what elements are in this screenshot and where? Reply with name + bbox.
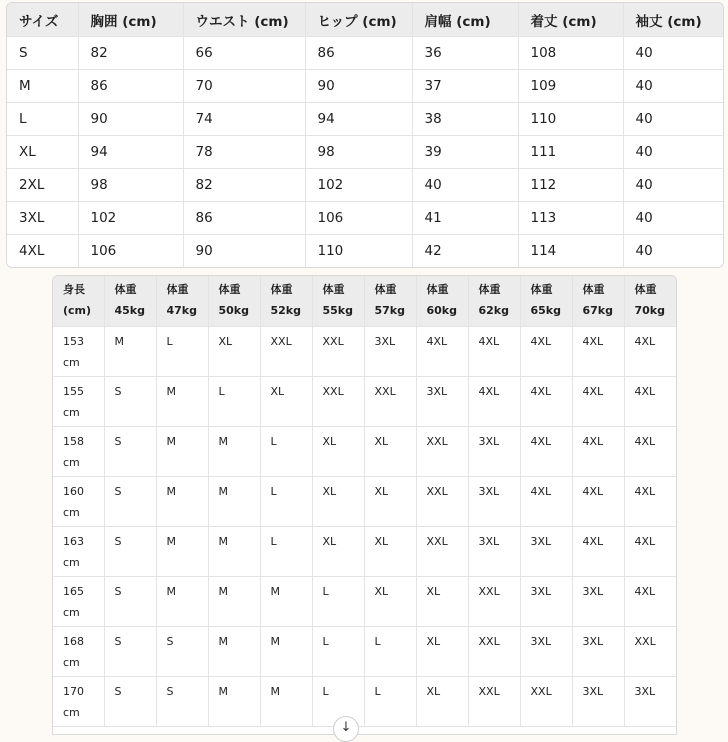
fit-table-size-cell: S (156, 626, 208, 676)
size-table-cell: 110 (305, 235, 412, 268)
fit-table-header-line: 体重 (582, 283, 605, 296)
fit-table-size-cell: L (260, 526, 312, 576)
fit-table-size-cell: XL (208, 326, 260, 376)
fit-table-height-line: 168 (63, 634, 84, 648)
fit-table-header-line: 体重 (530, 283, 553, 296)
fit-table-size-cell: S (104, 526, 156, 576)
size-table-cell: 40 (623, 169, 724, 202)
fit-table-size-cell: 4XL (624, 576, 676, 626)
fit-table-header-line: 45kg (114, 304, 145, 317)
fit-table-header-row (53, 276, 676, 326)
fit-table-height-cell (53, 576, 104, 626)
fit-table-size-cell: XL (260, 376, 312, 426)
fit-table-size-cell: 3XL (572, 676, 624, 726)
size-table-cell: 94 (78, 136, 183, 169)
fit-table-header-line: 60kg (426, 304, 457, 317)
fit-table-size-cell: M (156, 376, 208, 426)
fit-table-size-cell: M (208, 626, 260, 676)
fit-table-header-line: 体重 (114, 283, 137, 296)
size-table-cell: 40 (635, 243, 653, 259)
fit-table-size-cell: 4XL (624, 526, 676, 576)
size-table-header-row (7, 3, 724, 37)
fit-table-size-cell: XL (312, 426, 364, 476)
fit-table-header-cell (53, 276, 104, 326)
fit-table-size-cell: L (312, 626, 364, 676)
fit-table-height-cell (53, 476, 104, 526)
fit-table-header-line: 体重 (270, 283, 293, 296)
fit-table-size-cell: XXL (416, 476, 468, 526)
fit-table-height-line: cm (63, 655, 80, 669)
fit-table-size-cell: XXL (364, 376, 416, 426)
fit-table-header-line: 体重 (478, 283, 501, 296)
fit-table-size-cell: M (208, 576, 260, 626)
size-table-cell: 38 (412, 103, 518, 136)
fit-table-size-cell: 4XL (468, 376, 520, 426)
fit-table-size-cell: 4XL (624, 426, 676, 476)
fit-table-header-line: 47kg (166, 304, 197, 317)
fit-table-height-line: cm (63, 555, 80, 569)
size-table-header-cell: 肩幅 (cm) (412, 3, 518, 37)
size-table-cell: 114 (518, 235, 623, 268)
fit-table-size-cell: XL (364, 576, 416, 626)
fit-table-size-cell: M (260, 576, 312, 626)
fit-table-height-line: 155 (63, 384, 84, 398)
size-table-cell: 40 (623, 202, 724, 235)
fit-table-size-cell: 4XL (520, 426, 572, 476)
fit-table-size-cell: M (260, 626, 312, 676)
size-table-row (7, 103, 724, 136)
fit-table-height-line: 163 (63, 534, 84, 548)
fit-table-size-cell: 4XL (468, 326, 520, 376)
fit-table-header-cell (312, 276, 364, 326)
size-table-cell: 40 (623, 103, 724, 136)
fit-table-size-cell: 3XL (468, 426, 520, 476)
fit-table-height-cell (53, 426, 104, 476)
fit-table-size-cell: L (312, 576, 364, 626)
fit-table-size-cell: XXL (468, 576, 520, 626)
fit-table-header-line: 55kg (322, 304, 353, 317)
size-table-cell: 40 (412, 169, 518, 202)
size-table-cell: S (7, 37, 78, 70)
fit-table-header-line: 70kg (634, 304, 665, 317)
fit-table-size-cell: M (260, 676, 312, 726)
fit-table-size-cell: S (104, 376, 156, 426)
fit-table-size-cell: 4XL (416, 326, 468, 376)
size-table-cell: 2XL (7, 169, 78, 202)
fit-table-size-cell: L (208, 376, 260, 426)
fit-table-size-cell: 4XL (520, 476, 572, 526)
size-table-cell: 40 (623, 136, 724, 169)
fit-table-size-cell: XXL (468, 626, 520, 676)
fit-table-header-cell (520, 276, 572, 326)
size-table-cell: 42 (412, 235, 518, 268)
size-table-cell: L (7, 103, 78, 136)
size-table-cell: 112 (518, 169, 623, 202)
size-measurement-table (6, 2, 724, 268)
fit-table-header-cell (156, 276, 208, 326)
size-table-cell: 90 (183, 235, 305, 268)
height-weight-size-table (52, 275, 677, 735)
fit-table-header-line: (cm) (63, 304, 92, 317)
size-table-cell: 113 (518, 202, 623, 235)
fit-table-size-cell: M (208, 676, 260, 726)
fit-table-row (53, 476, 676, 526)
fit-table-size-cell: S (104, 576, 156, 626)
size-table-cell: 70 (183, 70, 305, 103)
fit-table-header-line: 52kg (270, 304, 301, 317)
fit-table-size-cell: XL (312, 526, 364, 576)
size-table-header-cell: 着丈 (cm) (518, 3, 623, 37)
fit-table-header-line: 体重 (166, 283, 189, 296)
fit-table-height-cell (53, 526, 104, 576)
fit-table-size-cell: 4XL (520, 376, 572, 426)
fit-table-height-cell (53, 326, 104, 376)
size-table-header-cell: 袖丈 (cm) (623, 3, 724, 37)
size-table-row (7, 202, 724, 235)
fit-table-size-cell: S (104, 426, 156, 476)
size-table-cell: 3XL (7, 202, 78, 235)
size-table-header-cell: サイズ (7, 3, 78, 37)
fit-table-size-cell: 3XL (520, 526, 572, 576)
fit-table-size-cell: S (104, 676, 156, 726)
size-table-cell: 98 (78, 169, 183, 202)
size-table-cell: XL (7, 136, 78, 169)
fit-table-header-cell (364, 276, 416, 326)
fit-table-height-line: cm (63, 605, 80, 619)
size-table-cell: 106 (78, 235, 183, 268)
fit-table-row (53, 376, 676, 426)
fit-table-height-line: cm (63, 355, 80, 369)
size-table-cell: 86 (183, 202, 305, 235)
size-table-cell: 90 (305, 70, 412, 103)
fit-table-size-cell: 3XL (520, 626, 572, 676)
fit-table-size-cell: XL (364, 476, 416, 526)
fit-table-header-line: 62kg (478, 304, 509, 317)
fit-table-size-cell: 4XL (624, 376, 676, 426)
fit-table-size-cell: M (208, 426, 260, 476)
size-table-header-cell: ヒップ (cm) (305, 3, 412, 37)
fit-table-height-line: cm (63, 505, 80, 519)
fit-table-header-cell (416, 276, 468, 326)
fit-table-size-cell: 3XL (416, 376, 468, 426)
fit-table-size-cell: M (104, 326, 156, 376)
size-table-cell: 82 (183, 169, 305, 202)
fit-table-size-cell: M (208, 476, 260, 526)
fit-table-header-cell (624, 276, 676, 326)
size-table-row (7, 235, 724, 268)
fit-table-height-line: 165 (63, 584, 84, 598)
fit-table-size-cell: XXL (312, 326, 364, 376)
fit-table-size-cell: 3XL (572, 576, 624, 626)
fit-table-header-cell (260, 276, 312, 326)
size-table-cell: 36 (412, 37, 518, 70)
fit-table-size-cell: XL (364, 526, 416, 576)
fit-table-size-cell: XXL (312, 376, 364, 426)
fit-table-size-cell: XXL (468, 676, 520, 726)
size-table-cell: 86 (305, 37, 412, 70)
size-table-cell: 98 (305, 136, 412, 169)
fit-table-header-line: 体重 (218, 283, 241, 296)
fit-table-row (53, 626, 676, 676)
size-table-cell: 109 (518, 70, 623, 103)
fit-table-size-cell: 4XL (572, 326, 624, 376)
fit-table-row (53, 576, 676, 626)
size-table-cell: 108 (518, 37, 623, 70)
fit-table-size-cell: 4XL (572, 426, 624, 476)
size-table-header-cell: ウエスト (cm) (183, 3, 305, 37)
size-table-row (7, 169, 724, 202)
fit-table-height-line: 158 (63, 434, 84, 448)
fit-table-row (53, 326, 676, 376)
fit-table-height-line: cm (63, 405, 80, 419)
fit-table-size-cell: 3XL (468, 476, 520, 526)
fit-table-height-line: 170 (63, 684, 84, 698)
fit-table-size-cell: L (260, 426, 312, 476)
fit-table-size-cell: 4XL (572, 526, 624, 576)
size-table-row (7, 136, 724, 169)
fit-table-header-line: 体重 (634, 283, 657, 296)
fit-table-size-cell: 3XL (572, 626, 624, 676)
fit-table-header-cell (104, 276, 156, 326)
fit-table-size-cell: XXL (260, 326, 312, 376)
size-table-cell: 86 (78, 70, 183, 103)
fit-table-size-cell: L (364, 676, 416, 726)
fit-table-size-cell: L (312, 676, 364, 726)
fit-table-size-cell: 4XL (572, 376, 624, 426)
fit-table-header-cell (208, 276, 260, 326)
size-table-cell: M (7, 70, 78, 103)
size-table-row (7, 37, 724, 70)
fit-table-size-cell: XL (312, 476, 364, 526)
size-table-cell: 40 (623, 37, 724, 70)
size-table-cell: 37 (412, 70, 518, 103)
fit-table-header-line: 身長 (63, 283, 85, 296)
fit-table-header-cell (572, 276, 624, 326)
fit-table-height-line: cm (63, 455, 80, 469)
fit-table-row (53, 676, 676, 726)
size-table-cell: 90 (78, 103, 183, 136)
arrow-down-icon: ↓ (340, 720, 352, 735)
size-table-cell: 4XL (7, 235, 78, 268)
fit-table-header-line: 50kg (218, 304, 249, 317)
size-table-cell: 39 (412, 136, 518, 169)
fit-table-size-cell: L (260, 476, 312, 526)
fit-table-height-cell (53, 376, 104, 426)
size-table-cell: 40 (623, 70, 724, 103)
fit-table-size-cell: 4XL (624, 326, 676, 376)
fit-table-row (53, 526, 676, 576)
size-table-cell: 111 (518, 136, 623, 169)
size-table-cell: 102 (305, 169, 412, 202)
fit-table-size-cell: XXL (416, 426, 468, 476)
fit-table-height-cell (53, 676, 104, 726)
size-table-cell: 82 (78, 37, 183, 70)
fit-table-header-line: 65kg (530, 304, 561, 317)
fit-table-size-cell: 3XL (468, 526, 520, 576)
size-table-cell: 110 (518, 103, 623, 136)
fit-table-size-cell: XL (416, 626, 468, 676)
fit-table-size-cell: M (156, 426, 208, 476)
fit-table-size-cell: XL (364, 426, 416, 476)
size-table-cell: 74 (183, 103, 305, 136)
fit-table-size-cell: S (156, 676, 208, 726)
fit-table-size-cell: M (156, 476, 208, 526)
fit-table-size-cell: L (364, 626, 416, 676)
fit-table-size-cell: XXL (624, 626, 676, 676)
fit-table-header-line: 体重 (322, 283, 345, 296)
fit-table-size-cell: L (156, 326, 208, 376)
fit-table-height-line: 160 (63, 484, 84, 498)
fit-table-row (53, 426, 676, 476)
fit-table-header-line: 体重 (374, 283, 397, 296)
fit-table-size-cell: 4XL (572, 476, 624, 526)
size-table-cell: 106 (305, 202, 412, 235)
fit-table-size-cell: 3XL (624, 676, 676, 726)
fit-table-size-cell: 3XL (520, 576, 572, 626)
fit-table-size-cell: XXL (520, 676, 572, 726)
fit-table-size-cell: M (156, 576, 208, 626)
fit-table-height-cell (53, 626, 104, 676)
size-table-row (7, 70, 724, 103)
fit-table-header-line: 57kg (374, 304, 405, 317)
scroll-down-button[interactable] (333, 716, 359, 742)
size-table-cell: 94 (305, 103, 412, 136)
fit-table-size-cell: XXL (416, 526, 468, 576)
fit-table-header-cell (468, 276, 520, 326)
fit-table-size-cell: 4XL (520, 326, 572, 376)
fit-table-size-cell: XL (416, 676, 468, 726)
size-table-cell: 41 (412, 202, 518, 235)
fit-table-size-cell: S (104, 626, 156, 676)
fit-table-height-line: 153 (63, 334, 84, 348)
size-table-cell: 102 (78, 202, 183, 235)
size-table-cell: 78 (183, 136, 305, 169)
fit-table-header-line: 67kg (582, 304, 613, 317)
fit-table-height-line: cm (63, 705, 80, 719)
size-table-header-cell: 胸囲 (cm) (78, 3, 183, 37)
fit-table-size-cell: M (156, 526, 208, 576)
size-table-cell: 66 (183, 37, 305, 70)
fit-table-size-cell: XL (416, 576, 468, 626)
fit-table-size-cell: S (104, 476, 156, 526)
fit-table-size-cell: 4XL (624, 476, 676, 526)
fit-table-size-cell: M (208, 526, 260, 576)
fit-table-header-line: 体重 (426, 283, 449, 296)
fit-table-size-cell: 3XL (364, 326, 416, 376)
